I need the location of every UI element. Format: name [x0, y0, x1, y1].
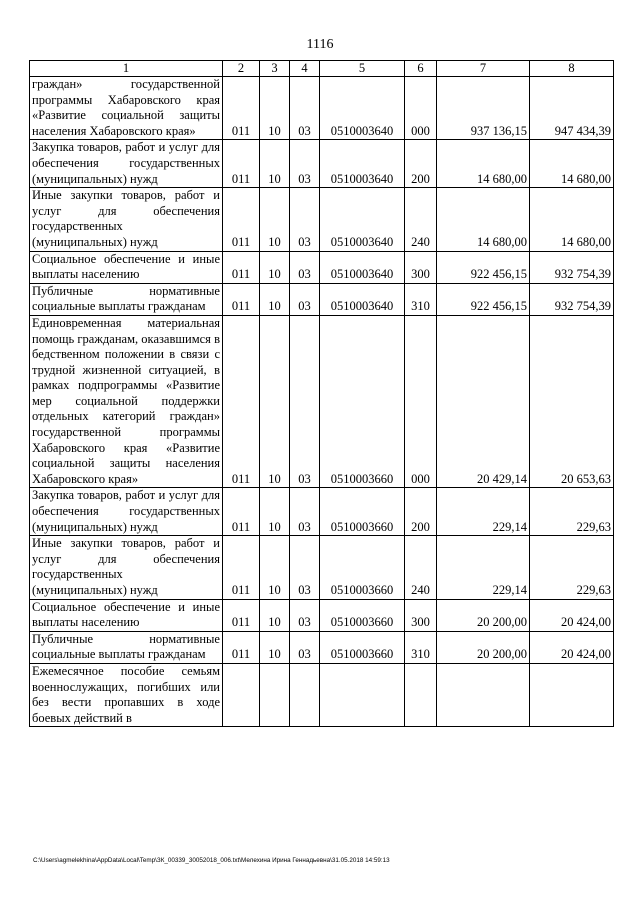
cell-amount-year2: 932 754,39	[530, 251, 614, 283]
header-col-8: 8	[530, 61, 614, 77]
cell-subsection: 03	[290, 631, 320, 663]
cell-subsection: 03	[290, 140, 320, 188]
table-row	[30, 77, 614, 140]
cell-subsection: 03	[290, 283, 320, 315]
cell-target-article: 0510003640	[320, 140, 405, 188]
cell-ministry-code: 011	[223, 488, 260, 536]
cell-expense-type: 310	[405, 631, 437, 663]
cell-amount-year1: 20 429,14	[437, 315, 530, 488]
row-description: Иные закупки товаров, работ и услуг для обеспечения государственных (муниципальных) нужд	[30, 188, 223, 251]
table-row	[30, 315, 614, 488]
header-col-6: 6	[405, 61, 437, 77]
cell-section: 10	[260, 251, 290, 283]
cell-section: 10	[260, 599, 290, 631]
row-description: Единовременная материальная помощь гражданам, оказавшимся в бедственном положении в связи с трудной жизненной ситуацией, в рамках подпрограммы «Развитие мер социальной поддержки отдельных категорий граждан» государственной программы Хабаровского края «Развитие социальной защиты населения Хабаровского края»	[30, 315, 223, 488]
table-row	[30, 631, 614, 663]
cell-amount-year2: 14 680,00	[530, 188, 614, 251]
header-col-2: 2	[223, 61, 260, 77]
header-col-3: 3	[260, 61, 290, 77]
cell-target-article: 0510003640	[320, 251, 405, 283]
cell-subsection: 03	[290, 77, 320, 140]
cell-expense-type: 240	[405, 188, 437, 251]
cell-expense-type: 310	[405, 283, 437, 315]
cell-amount-year1: 20 200,00	[437, 631, 530, 663]
cell-amount-year2: 229,63	[530, 488, 614, 536]
cell-ministry-code: 011	[223, 140, 260, 188]
cell-amount-year1: 14 680,00	[437, 140, 530, 188]
header-col-7: 7	[437, 61, 530, 77]
cell-expense-type: 300	[405, 251, 437, 283]
cell-expense-type: 200	[405, 140, 437, 188]
cell-ministry-code: 011	[223, 599, 260, 631]
table-row	[30, 188, 614, 251]
cell-target-article	[320, 663, 405, 726]
document-path-footer: C:\Users\agmelekhina\AppData\Local\Temp\ЗК_00339_30052018_006.txt\Мелехина Ирина Геннадьевна\31.05.2018 14:59:13	[33, 857, 390, 864]
cell-amount-year2: 20 424,00	[530, 631, 614, 663]
cell-subsection: 03	[290, 599, 320, 631]
table-row	[30, 283, 614, 315]
cell-ministry-code: 011	[223, 631, 260, 663]
cell-amount-year1: 922 456,15	[437, 283, 530, 315]
cell-target-article: 0510003660	[320, 536, 405, 599]
cell-amount-year2: 947 434,39	[530, 77, 614, 140]
row-description: Социальное обеспечение и иные выплаты населению	[30, 251, 223, 283]
cell-expense-type	[405, 663, 437, 726]
table-row	[30, 140, 614, 188]
row-description: Ежемесячное пособие семьям военнослужащих, погибших или без вести пропавших в ходе боевых действий в	[30, 663, 223, 726]
cell-ministry-code: 011	[223, 251, 260, 283]
cell-target-article: 0510003640	[320, 188, 405, 251]
cell-amount-year1: 229,14	[437, 488, 530, 536]
header-col-4: 4	[290, 61, 320, 77]
cell-expense-type: 000	[405, 315, 437, 488]
cell-ministry-code	[223, 663, 260, 726]
cell-amount-year2: 14 680,00	[530, 140, 614, 188]
cell-subsection: 03	[290, 251, 320, 283]
cell-subsection	[290, 663, 320, 726]
table-row	[30, 488, 614, 536]
row-description: Закупка товаров, работ и услуг для обеспечения государственных (муниципальных) нужд	[30, 140, 223, 188]
row-description: граждан» государственной программы Хабаровского края «Развитие социальной защиты населения Хабаровского края»	[30, 77, 223, 140]
cell-target-article: 0510003640	[320, 283, 405, 315]
cell-target-article: 0510003660	[320, 599, 405, 631]
cell-amount-year1: 937 136,15	[437, 77, 530, 140]
table-row	[30, 663, 614, 726]
cell-subsection: 03	[290, 315, 320, 488]
row-description: Публичные нормативные социальные выплаты гражданам	[30, 631, 223, 663]
table-row	[30, 536, 614, 599]
cell-amount-year1: 922 456,15	[437, 251, 530, 283]
cell-section: 10	[260, 488, 290, 536]
cell-ministry-code: 011	[223, 536, 260, 599]
row-description: Публичные нормативные социальные выплаты гражданам	[30, 283, 223, 315]
cell-ministry-code: 011	[223, 77, 260, 140]
cell-section: 10	[260, 536, 290, 599]
cell-expense-type: 200	[405, 488, 437, 536]
cell-amount-year2: 932 754,39	[530, 283, 614, 315]
cell-subsection: 03	[290, 488, 320, 536]
table-row	[30, 599, 614, 631]
cell-amount-year2: 20 424,00	[530, 599, 614, 631]
cell-amount-year2: 229,63	[530, 536, 614, 599]
cell-amount-year1: 14 680,00	[437, 188, 530, 251]
cell-subsection: 03	[290, 536, 320, 599]
cell-amount-year1: 229,14	[437, 536, 530, 599]
cell-section: 10	[260, 77, 290, 140]
cell-section: 10	[260, 631, 290, 663]
cell-expense-type: 300	[405, 599, 437, 631]
table-row	[30, 251, 614, 283]
cell-amount-year2	[530, 663, 614, 726]
row-description: Закупка товаров, работ и услуг для обеспечения государственных (муниципальных) нужд	[30, 488, 223, 536]
cell-section: 10	[260, 140, 290, 188]
cell-target-article: 0510003660	[320, 488, 405, 536]
cell-target-article: 0510003640	[320, 77, 405, 140]
header-col-5: 5	[320, 61, 405, 77]
header-row	[30, 61, 614, 77]
cell-subsection: 03	[290, 188, 320, 251]
cell-ministry-code: 011	[223, 188, 260, 251]
cell-target-article: 0510003660	[320, 631, 405, 663]
cell-target-article: 0510003660	[320, 315, 405, 488]
cell-expense-type: 000	[405, 77, 437, 140]
row-description: Социальное обеспечение и иные выплаты населению	[30, 599, 223, 631]
cell-ministry-code: 011	[223, 315, 260, 488]
cell-ministry-code: 011	[223, 283, 260, 315]
cell-expense-type: 240	[405, 536, 437, 599]
cell-section: 10	[260, 188, 290, 251]
header-col-1: 1	[30, 61, 223, 77]
cell-amount-year1	[437, 663, 530, 726]
budget-table	[29, 60, 614, 727]
cell-section: 10	[260, 315, 290, 488]
row-description: Иные закупки товаров, работ и услуг для обеспечения государственных (муниципальных) нужд	[30, 536, 223, 599]
page-number: 1116	[306, 37, 334, 52]
cell-section	[260, 663, 290, 726]
cell-section: 10	[260, 283, 290, 315]
cell-amount-year2: 20 653,63	[530, 315, 614, 488]
cell-amount-year1: 20 200,00	[437, 599, 530, 631]
